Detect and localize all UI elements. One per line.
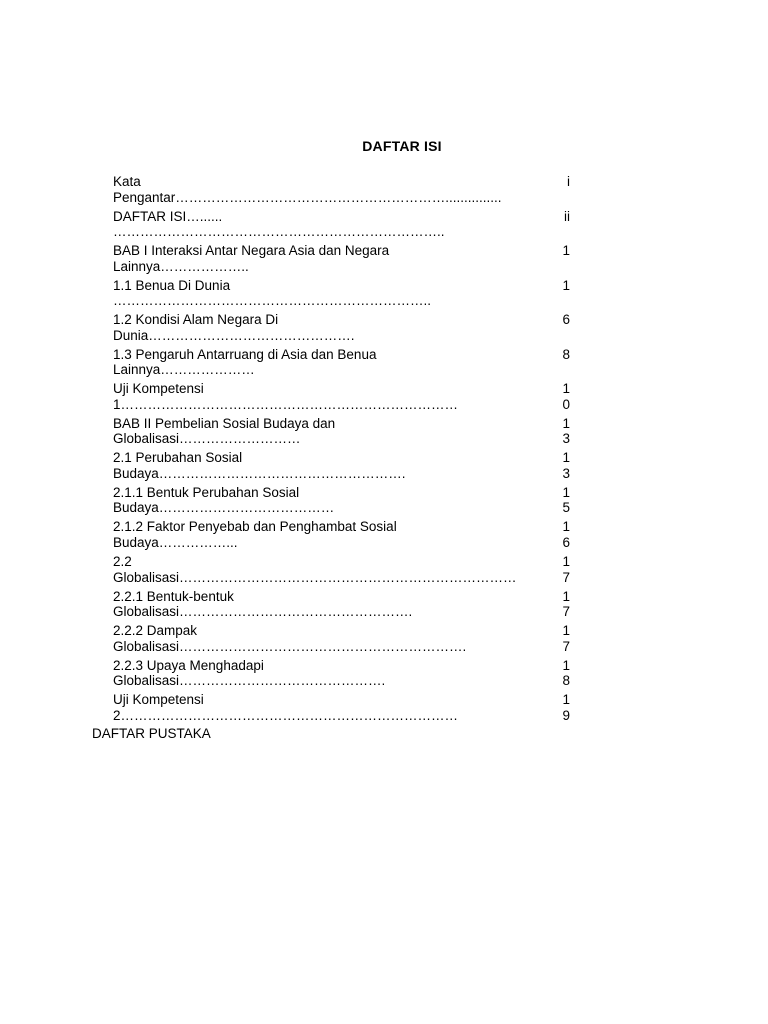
toc-entry-label: Uji Kompetensi 1………………………………………………………………… xyxy=(113,381,459,412)
table-of-contents xyxy=(113,174,583,727)
toc-entry-page: 1 xyxy=(562,243,570,259)
toc-entry-label: DAFTAR ISI…...... ……………………………………………………………….. xyxy=(113,208,445,240)
toc-entry-label: 1.1 Benua Di Dunia …………………………………………………………….. xyxy=(113,277,432,309)
toc-entry-label: 2.2.2 Dampak Globalisasi………………………………………………………. xyxy=(113,623,467,654)
toc-entry-label: Kata Pengantar……………………………………………………............... xyxy=(113,174,502,205)
toc-entry-page: 6 xyxy=(562,312,570,328)
toc-entry-page: 1 3 xyxy=(562,415,570,447)
toc-entry xyxy=(113,658,583,693)
toc-entry xyxy=(113,589,583,624)
toc-entry-label: 2.1.2 Faktor Penyebab dan Penghambat Sosial Budaya……………... xyxy=(113,519,397,550)
toc-entry-label: Uji Kompetensi 2………………………………………………………………… xyxy=(113,692,459,723)
toc-entry xyxy=(113,312,583,347)
toc-entry-label: 2.2 Globalisasi………………………………………………………………… xyxy=(113,554,517,585)
toc-entry-page: 1 7 xyxy=(562,623,570,654)
toc-entry-label: BAB II Pembelian Sosial Budaya dan Globalisasi……………………… xyxy=(113,415,336,447)
toc-entry-page: 1 7 xyxy=(562,554,570,585)
toc-entry xyxy=(113,278,583,313)
toc-entry xyxy=(113,174,583,209)
toc-entry-page: 1 8 xyxy=(562,657,570,689)
toc-entry xyxy=(113,623,583,658)
toc-entry-page: 1 6 xyxy=(562,519,570,550)
toc-entry xyxy=(113,209,583,244)
page-title: DAFTAR ISI xyxy=(362,138,442,154)
toc-entry-page: 1 5 xyxy=(562,484,570,516)
toc-entry xyxy=(113,554,583,589)
toc-entry xyxy=(113,243,583,278)
toc-entry-page: i xyxy=(567,174,570,189)
toc-entry xyxy=(113,485,583,520)
toc-entry xyxy=(113,450,583,485)
toc-entry xyxy=(113,692,583,727)
toc-entry-page: 1 9 xyxy=(562,692,570,723)
toc-entry-page: ii xyxy=(564,208,570,224)
toc-entry-label: 1.2 Kondisi Alam Negara Di Dunia………………………………………. xyxy=(113,312,355,343)
toc-entry-label: 2.2.3 Upaya Menghadapi Globalisasi………………………………………. xyxy=(113,657,386,689)
toc-entry xyxy=(113,519,583,554)
toc-entry xyxy=(113,416,583,451)
toc-entry-label: BAB I Interaksi Antar Negara Asia dan Negara Lainnya……………….. xyxy=(113,243,390,274)
toc-entry-page: 1 7 xyxy=(562,588,570,620)
toc-entry-label: 1.3 Pengaruh Antarruang di Asia dan Benua Lainnya………………… xyxy=(113,346,377,378)
toc-entry-label: 2.1 Perubahan Sosial Budaya………………………………………………. xyxy=(113,450,406,481)
toc-entry-page: 1 xyxy=(562,277,570,293)
toc-entry-label: 2.2.1 Bentuk-bentuk Globalisasi……………………………………………. xyxy=(113,588,413,620)
toc-entry-label: 2.1.1 Bentuk Perubahan Sosial Budaya………………………………… xyxy=(113,484,335,516)
toc-entry xyxy=(113,347,583,382)
toc-entry-page: 1 3 xyxy=(562,450,570,481)
toc-entry xyxy=(113,381,583,416)
toc-entry-daftar-pustaka: DAFTAR PUSTAKA xyxy=(92,726,211,741)
toc-entry-page: 8 xyxy=(562,346,570,362)
toc-entry-page: 1 0 xyxy=(562,381,570,412)
